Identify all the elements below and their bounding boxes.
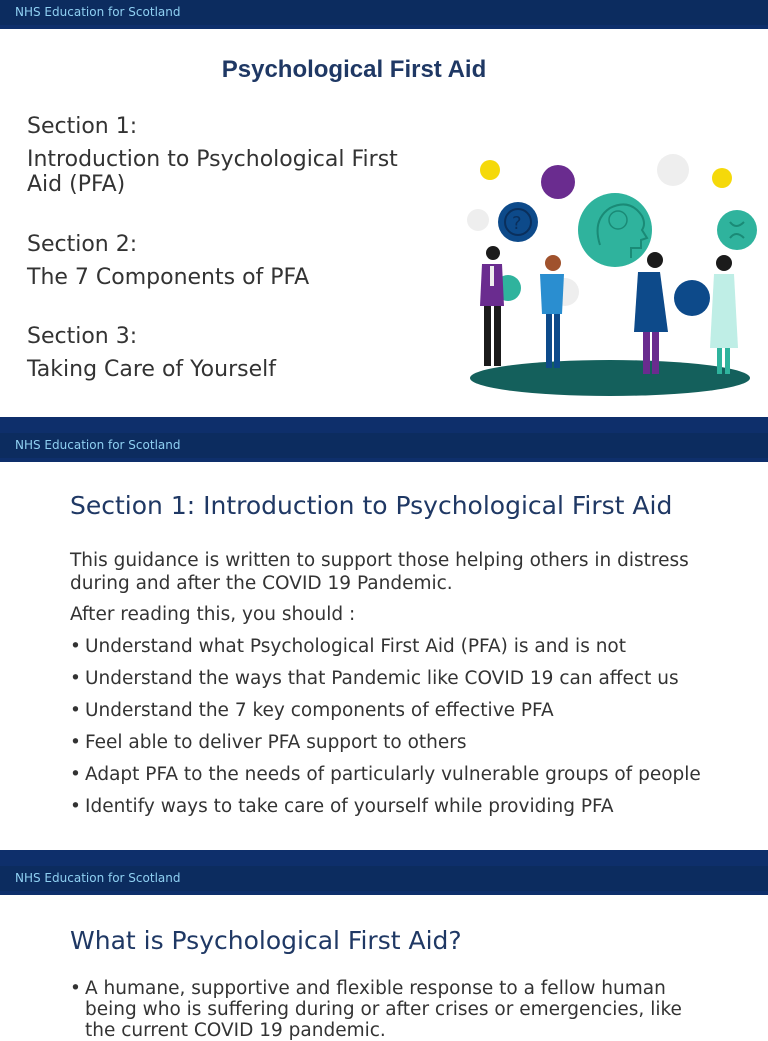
slide-separator xyxy=(0,850,768,866)
definition-list xyxy=(70,978,710,1041)
person-1 xyxy=(480,246,504,366)
slide-title: Section 1: Introduction to Psychological First Aid xyxy=(70,491,673,520)
teal-circle xyxy=(717,210,757,250)
slide-separator xyxy=(0,417,768,433)
header-org-name: NHS Education for Scotland xyxy=(15,5,181,19)
person-4 xyxy=(710,255,738,374)
section-2-item xyxy=(27,232,427,290)
objectives-list xyxy=(70,635,720,818)
section-heading: Section 3: xyxy=(27,324,138,349)
person-2 xyxy=(540,255,564,368)
slide-3 xyxy=(0,866,768,1041)
navy-circle xyxy=(674,280,710,316)
section-3-item xyxy=(27,324,427,382)
header-bar xyxy=(0,433,768,462)
question-icon: ? xyxy=(512,213,522,234)
slide-body xyxy=(70,549,720,818)
header-bar xyxy=(0,866,768,895)
person-3 xyxy=(634,252,668,374)
yellow-circle xyxy=(712,168,732,188)
yellow-circle xyxy=(480,160,500,180)
section-heading: Section 2: xyxy=(27,232,138,257)
list-item: • Understand the 7 key components of effective PFA xyxy=(70,699,720,722)
header-org-name: NHS Education for Scotland xyxy=(15,871,181,885)
list-item: • Understand the ways that Pandemic like COVID 19 can affect us xyxy=(70,667,720,690)
list-item: • Adapt PFA to the needs of particularly vulnerable groups of people xyxy=(70,763,720,786)
slide-body xyxy=(70,978,710,1041)
slide-title: Psychological First Aid xyxy=(221,56,487,83)
grey-circle xyxy=(657,154,689,186)
slide-1 xyxy=(0,0,768,417)
purple-circle xyxy=(541,165,575,199)
list-item: • Identify ways to take care of yourself while providing PFA xyxy=(70,795,720,818)
header-org-name: NHS Education for Scotland xyxy=(15,438,181,452)
grey-circle xyxy=(467,209,489,231)
slide-title: What is Psychological First Aid? xyxy=(70,926,462,955)
list-item: • Feel able to deliver PFA support to others xyxy=(70,731,720,754)
intro-paragraph: This guidance is written to support those helping others in distress during and after the COVID 19 Pandemic. xyxy=(70,550,689,594)
section-text: Introduction to Psychological First Aid (PFA) xyxy=(27,147,398,197)
section-1-item xyxy=(27,114,427,197)
lead-paragraph: After reading this, you should : xyxy=(70,604,356,625)
slide-2 xyxy=(0,433,768,850)
header-bar xyxy=(0,0,768,29)
people-illustration xyxy=(460,140,760,405)
section-heading: Section 1: xyxy=(27,114,138,139)
ground-shape xyxy=(470,360,750,396)
list-item: • Understand what Psychological First Aid (PFA) is and is not xyxy=(70,635,720,658)
list-item: • A humane, supportive and flexible response to a fellow human being who is suffering during or after crises or emergencies, like the current COVID 19 pandemic. xyxy=(70,978,710,1041)
section-text: Taking Care of Yourself xyxy=(27,357,276,382)
section-text: The 7 Components of PFA xyxy=(27,265,310,290)
